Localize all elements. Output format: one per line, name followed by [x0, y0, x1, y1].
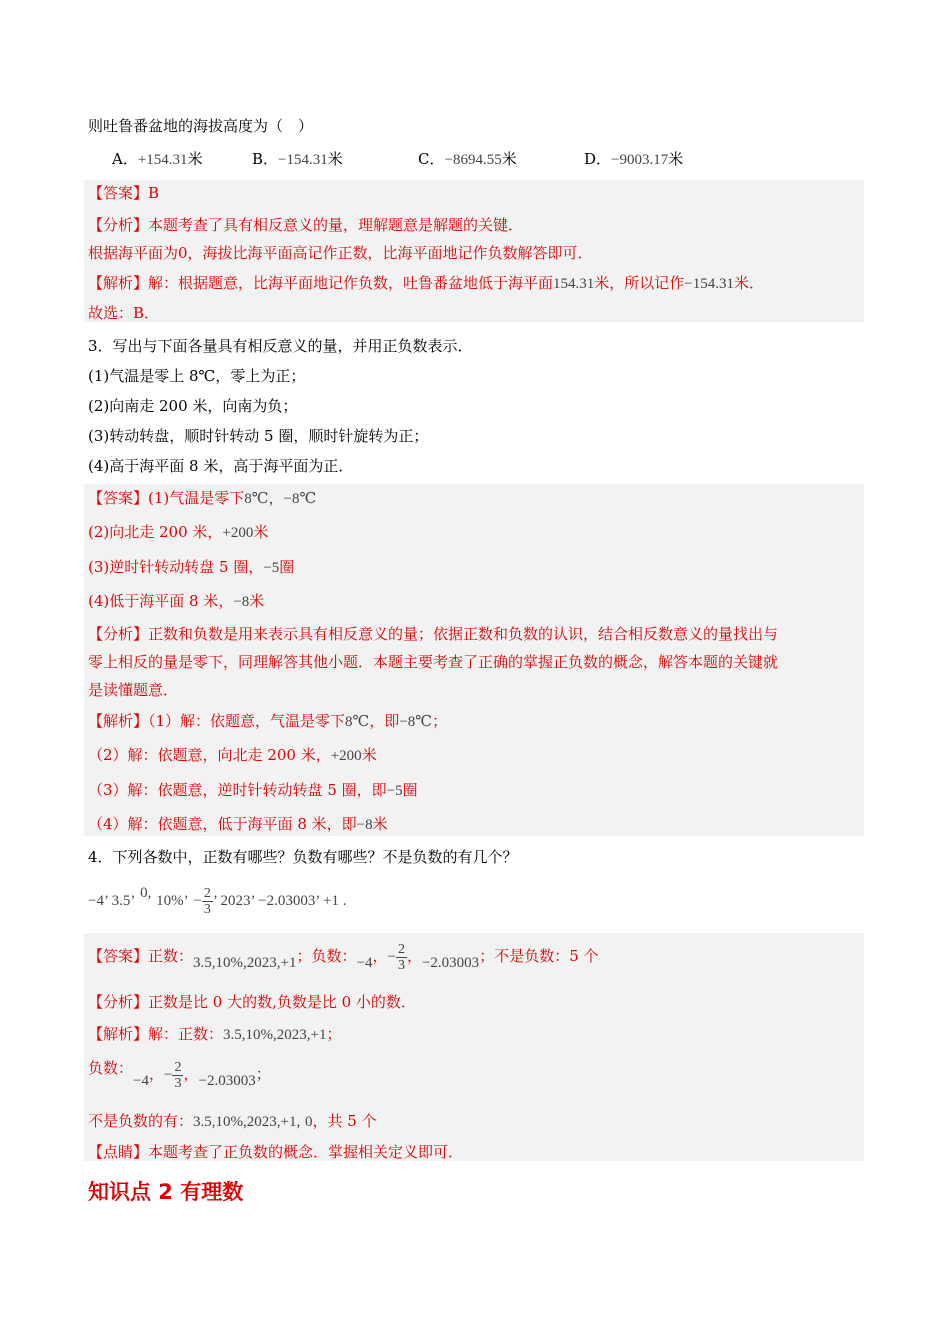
- q2-option-d: D．−9003.17米: [584, 150, 684, 168]
- q4-title: 4．下列各数中，正数有哪些？负数有哪些？不是负数的有几个？: [88, 848, 518, 866]
- q3-solution-1: 【解析】（1）解：依题意，气温是零下8℃，即−8℃；: [88, 712, 448, 730]
- q2-option-c: C．−8694.55米: [418, 150, 517, 168]
- q3-analysis-3: 是读懂题意．: [88, 681, 179, 699]
- q3-item-1: (1)气温是零上 8℃，零上为正；: [88, 367, 306, 385]
- q4-solution-negative: 负数：−4，− $\frac{2}{3}$ ，−2.03003；: [88, 1059, 271, 1091]
- q2-option-a: A．+154.31米: [112, 150, 203, 168]
- q3-answer-2: (2)向北走 200 米，+200米: [88, 523, 269, 541]
- q4-solution-positive: 【解析】解：正数：3.5,10%,2023,+1；: [88, 1025, 342, 1043]
- section-heading: 知识点 2 有理数: [88, 1180, 244, 1204]
- q2-option-b: B．−154.31米: [252, 150, 343, 168]
- q3-answer-3: (3)逆时针转动转盘 5 圈，−5圈: [88, 558, 295, 576]
- q3-analysis-2: 零上相反的量是零下，同理解答其他小题．本题主要考查了正确的掌握正负数的概念，解答本题的关键就: [88, 653, 779, 671]
- q3-title: 3．写出与下面各量具有相反意义的量，并用正负数表示．: [88, 337, 473, 355]
- q2-answer: 【答案】B: [88, 184, 160, 202]
- q2-question-tail: 则吐鲁番盆地的海拔高度为（ ）: [88, 117, 314, 135]
- q3-item-2: (2)向南走 200 米，向南为负；: [88, 397, 298, 415]
- q3-item-3: (3)转动转盘，顺时针转动 5 圈，顺时针旋转为正；: [88, 427, 429, 445]
- q3-answer-4: (4)低于海平面 8 米，−8米: [88, 592, 265, 610]
- q4-answer: 【答案】正数：3.5,10%,2023,+1；负数：−4，− $\frac{2}{3}$ ，−2.03003；不是负数：5 个: [88, 941, 599, 973]
- q3-solution-4: （4）解：依题意，低于海平面 8 米，即−8米: [88, 815, 388, 833]
- q4-solution-nonnegative: 不是负数的有：3.5,10%,2023,+1, 0，共 5 个: [88, 1112, 377, 1130]
- q2-choose: 故选：B．: [88, 304, 160, 322]
- q2-solution: 【解析】解：根据题意，比海平面地记作负数，吐鲁番盆地低于海平面154.31米，所以记作−154.31米．: [88, 274, 765, 292]
- q2-analysis-detail: 根据海平面为0，海拔比海平面高记作正数，比海平面地记作负数解答即可．: [88, 244, 593, 262]
- q3-answer-1: 【答案】(1)气温是零下8℃，−8℃: [88, 489, 317, 507]
- fraction-two-thirds: $\frac{2}{3}$: [203, 885, 211, 917]
- q4-comment: 【点睛】本题考查了正负数的概念．掌握相关定义即可．: [88, 1143, 464, 1161]
- q3-solution-3: （3）解：依题意，逆时针转动转盘 5 圈，即−5圈: [88, 781, 418, 799]
- q3-analysis-1: 【分析】正数和负数是用来表示具有相反意义的量；依据正数和负数的认识，结合相反数意义的量找出与: [88, 625, 779, 643]
- q2-analysis: 【分析】本题考查了具有相反意义的量，理解题意是解题的关键．: [88, 216, 524, 234]
- q3-solution-2: （2）解：依题意，向北走 200 米，+200米: [88, 746, 377, 764]
- q4-numbers: −4’ 3.5’ 0, 10%’ − $\frac{2}{3}$ ’ 2023’ −2.03003’ +1 .: [88, 885, 347, 917]
- q4-analysis: 【分析】正数是比 0 大的数,负数是比 0 小的数．: [88, 993, 416, 1011]
- q3-item-4: (4)高于海平面 8 米，高于海平面为正．: [88, 457, 354, 475]
